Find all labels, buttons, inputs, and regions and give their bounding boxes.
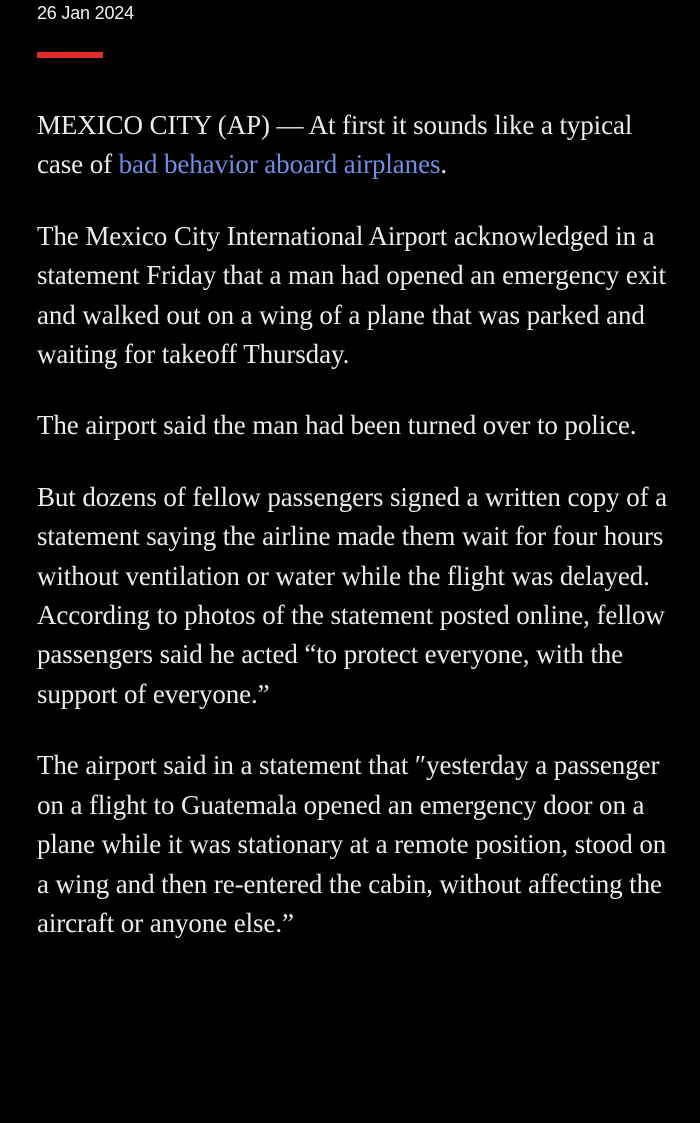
article-date: 26 Jan 2024 <box>37 3 134 23</box>
article-paragraph: But dozens of fellow passengers signed a written copy of a statement saying the airline made them wait for four hours without ventilation or water while the flight was delayed. According to photos of the statement posted online, fellow passengers said he acted “to protect everyone, with the support of everyone.” <box>37 481 668 709</box>
lead-text-after-link: . <box>440 149 448 180</box>
article-paragraph: The Mexico City International Airport acknowledged in a statement Friday that a man had opened an emergency exit and walked out on a wing of a plane that was parked and waiting for takeoff Thursday. <box>37 220 666 370</box>
bad-behavior-link[interactable]: bad behavior aboard airplanes <box>118 149 441 180</box>
article-paragraph: The airport said in a statement that ″yesterday a passenger on a flight to Guatemala opened an emergency door on a plane while it was stationary at a remote position, stood on a wing and then re-entered the cabin, without affecting the aircraft or anyone else.” <box>37 750 667 938</box>
article-paragraph: The airport said the man had been turned over to police. <box>37 410 637 441</box>
lead-text-before-link: MEXICO CITY (AP) — At first it sounds like a typical case of <box>37 110 633 180</box>
lead-paragraph <box>37 106 670 185</box>
accent-divider <box>37 52 103 58</box>
